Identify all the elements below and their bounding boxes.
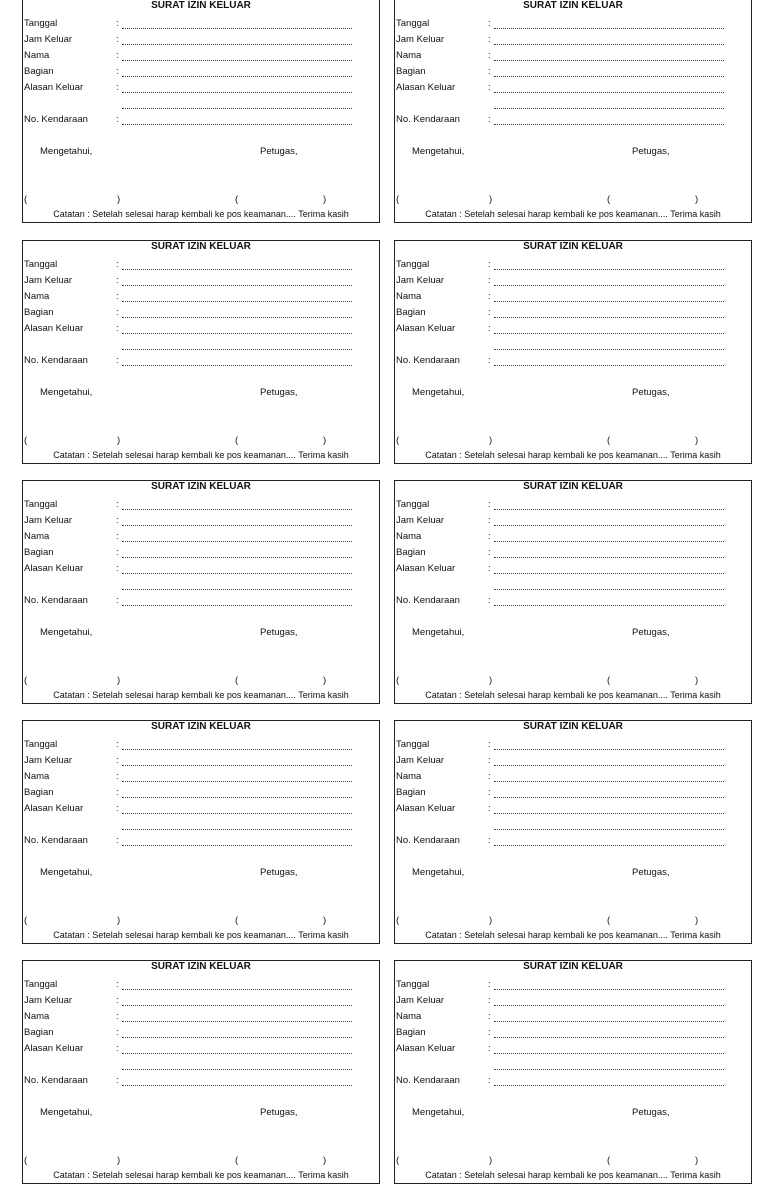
name-colon: :	[116, 771, 119, 782]
slip-note: Catatan : Setelah selesai harap kembali ke pos keamanan.... Terima kasih	[53, 930, 349, 940]
reason-label: Alasan Keluar	[24, 803, 84, 814]
vehicle-label: No. Kendaraan	[24, 595, 88, 606]
vehicle-colon: :	[488, 595, 491, 606]
time-out-field[interactable]	[122, 757, 352, 766]
department-label: Bagian	[396, 1027, 426, 1038]
officer-label: Petugas,	[632, 1107, 670, 1118]
reason-field-continued[interactable]	[122, 581, 352, 590]
reason-colon: :	[488, 803, 491, 814]
time-out-label: Jam Keluar	[24, 995, 73, 1006]
name-label: Nama	[24, 531, 50, 542]
signature-open-paren: (	[396, 194, 400, 205]
officer-signature-close-paren: )	[695, 675, 699, 686]
reason-field[interactable]	[494, 325, 724, 334]
signature-open-paren: (	[24, 435, 28, 446]
signature-close-paren: )	[117, 675, 121, 686]
signature-open-paren: (	[396, 1155, 400, 1166]
name-colon: :	[116, 50, 119, 61]
vehicle-label: No. Kendaraan	[24, 114, 88, 125]
slip-title: SURAT IZIN KELUAR	[151, 0, 251, 11]
department-label: Bagian	[24, 787, 54, 798]
name-label: Nama	[396, 771, 422, 782]
officer-signature-open-paren: (	[235, 675, 239, 686]
time-out-colon: :	[116, 515, 119, 526]
slip-title: SURAT IZIN KELUAR	[151, 481, 251, 492]
officer-label: Petugas,	[260, 867, 298, 878]
time-out-colon: :	[116, 995, 119, 1006]
reason-label: Alasan Keluar	[396, 803, 456, 814]
slip-title: SURAT IZIN KELUAR	[523, 721, 623, 732]
name-label: Nama	[396, 50, 422, 61]
officer-signature-close-paren: )	[695, 915, 699, 926]
name-field[interactable]	[494, 533, 724, 542]
vehicle-field[interactable]	[494, 1077, 724, 1086]
department-field[interactable]	[494, 68, 724, 77]
officer-signature-open-paren: (	[235, 1155, 239, 1166]
name-colon: :	[116, 531, 119, 542]
signature-close-paren: )	[117, 435, 121, 446]
vehicle-label: No. Kendaraan	[396, 595, 460, 606]
slip-title: SURAT IZIN KELUAR	[523, 0, 623, 11]
officer-signature-open-paren: (	[607, 435, 611, 446]
department-field[interactable]	[122, 549, 352, 558]
reason-field-continued[interactable]	[494, 1061, 724, 1070]
vehicle-field[interactable]	[494, 837, 724, 846]
department-field[interactable]	[122, 789, 352, 798]
signature-close-paren: )	[489, 675, 493, 686]
reason-field[interactable]	[122, 805, 352, 814]
reason-field[interactable]	[122, 325, 352, 334]
vehicle-field[interactable]	[122, 837, 352, 846]
vehicle-colon: :	[116, 595, 119, 606]
name-colon: :	[488, 771, 491, 782]
reason-field[interactable]	[494, 1045, 724, 1054]
vehicle-colon: :	[488, 355, 491, 366]
reason-field-continued[interactable]	[494, 581, 724, 590]
officer-signature-close-paren: )	[323, 194, 327, 205]
officer-signature-close-paren: )	[323, 675, 327, 686]
officer-signature-open-paren: (	[607, 1155, 611, 1166]
name-colon: :	[488, 531, 491, 542]
acknowledged-label: Mengetahui,	[412, 146, 465, 157]
time-out-field[interactable]	[122, 997, 352, 1006]
date-colon: :	[116, 18, 119, 29]
acknowledged-label: Mengetahui,	[412, 1107, 465, 1118]
name-field[interactable]	[494, 773, 724, 782]
time-out-colon: :	[116, 275, 119, 286]
officer-label: Petugas,	[632, 627, 670, 638]
vehicle-label: No. Kendaraan	[24, 835, 88, 846]
department-label: Bagian	[396, 307, 426, 318]
department-colon: :	[488, 1027, 491, 1038]
department-label: Bagian	[396, 547, 426, 558]
name-field[interactable]	[122, 293, 352, 302]
department-label: Bagian	[396, 66, 426, 77]
department-field[interactable]	[494, 1029, 724, 1038]
department-field[interactable]	[494, 549, 724, 558]
department-label: Bagian	[24, 547, 54, 558]
slip-note: Catatan : Setelah selesai harap kembali ke pos keamanan.... Terima kasih	[53, 690, 349, 700]
reason-field-continued[interactable]	[494, 341, 724, 350]
name-field[interactable]	[122, 52, 352, 61]
reason-label: Alasan Keluar	[24, 1043, 84, 1054]
time-out-label: Jam Keluar	[396, 755, 445, 766]
slip-note: Catatan : Setelah selesai harap kembali ke pos keamanan.... Terima kasih	[425, 450, 721, 460]
reason-colon: :	[488, 323, 491, 334]
reason-colon: :	[116, 1043, 119, 1054]
officer-signature-close-paren: )	[323, 915, 327, 926]
department-colon: :	[488, 787, 491, 798]
time-out-label: Jam Keluar	[396, 995, 445, 1006]
slip-note: Catatan : Setelah selesai harap kembali ke pos keamanan.... Terima kasih	[53, 209, 349, 219]
vehicle-colon: :	[488, 1075, 491, 1086]
officer-label: Petugas,	[632, 867, 670, 878]
time-out-colon: :	[488, 515, 491, 526]
slip-note: Catatan : Setelah selesai harap kembali ke pos keamanan.... Terima kasih	[53, 450, 349, 460]
name-field[interactable]	[122, 773, 352, 782]
time-out-colon: :	[488, 755, 491, 766]
department-label: Bagian	[24, 1027, 54, 1038]
reason-label: Alasan Keluar	[396, 82, 456, 93]
exit-permit-slip	[394, 960, 752, 1184]
vehicle-colon: :	[488, 835, 491, 846]
slip-title: SURAT IZIN KELUAR	[523, 241, 623, 252]
signature-open-paren: (	[24, 194, 28, 205]
exit-permit-slip	[22, 960, 380, 1184]
time-out-field[interactable]	[494, 997, 724, 1006]
reason-field-continued[interactable]	[494, 100, 724, 109]
officer-signature-open-paren: (	[607, 675, 611, 686]
vehicle-field[interactable]	[122, 597, 352, 606]
officer-signature-open-paren: (	[235, 435, 239, 446]
reason-field[interactable]	[494, 84, 724, 93]
reason-field-continued[interactable]	[122, 100, 352, 109]
department-field[interactable]	[494, 309, 724, 318]
time-out-label: Jam Keluar	[396, 515, 445, 526]
signature-open-paren: (	[396, 915, 400, 926]
officer-signature-close-paren: )	[695, 194, 699, 205]
time-out-label: Jam Keluar	[24, 34, 73, 45]
officer-label: Petugas,	[260, 146, 298, 157]
department-label: Bagian	[24, 66, 54, 77]
reason-label: Alasan Keluar	[24, 82, 84, 93]
date-label: Tanggal	[24, 739, 58, 750]
vehicle-label: No. Kendaraan	[396, 1075, 460, 1086]
date-field[interactable]	[494, 981, 724, 990]
date-colon: :	[116, 499, 119, 510]
time-out-field[interactable]	[122, 517, 352, 526]
name-label: Nama	[396, 531, 422, 542]
reason-label: Alasan Keluar	[396, 323, 456, 334]
date-label: Tanggal	[396, 499, 430, 510]
date-label: Tanggal	[396, 259, 430, 270]
name-colon: :	[488, 50, 491, 61]
vehicle-field[interactable]	[122, 116, 352, 125]
slip-title: SURAT IZIN KELUAR	[523, 961, 623, 972]
reason-colon: :	[488, 1043, 491, 1054]
slip-note: Catatan : Setelah selesai harap kembali ke pos keamanan.... Terima kasih	[425, 930, 721, 940]
department-colon: :	[116, 1027, 119, 1038]
officer-label: Petugas,	[260, 1107, 298, 1118]
time-out-field[interactable]	[494, 757, 724, 766]
name-field[interactable]	[122, 1013, 352, 1022]
officer-signature-open-paren: (	[235, 194, 239, 205]
department-field[interactable]	[122, 1029, 352, 1038]
exit-permit-slip	[394, 720, 752, 944]
date-label: Tanggal	[396, 979, 430, 990]
date-colon: :	[488, 979, 491, 990]
date-field[interactable]	[122, 20, 352, 29]
name-label: Nama	[396, 1011, 422, 1022]
reason-label: Alasan Keluar	[396, 1043, 456, 1054]
date-label: Tanggal	[24, 979, 58, 990]
date-label: Tanggal	[24, 499, 58, 510]
time-out-label: Jam Keluar	[24, 515, 73, 526]
reason-field[interactable]	[122, 1045, 352, 1054]
name-label: Nama	[24, 1011, 50, 1022]
time-out-colon: :	[488, 34, 491, 45]
date-colon: :	[488, 259, 491, 270]
acknowledged-label: Mengetahui,	[412, 387, 465, 398]
acknowledged-label: Mengetahui,	[40, 146, 93, 157]
date-colon: :	[116, 259, 119, 270]
department-label: Bagian	[396, 787, 426, 798]
vehicle-label: No. Kendaraan	[396, 114, 460, 125]
reason-colon: :	[116, 323, 119, 334]
reason-label: Alasan Keluar	[396, 563, 456, 574]
date-label: Tanggal	[24, 259, 58, 270]
department-field[interactable]	[122, 68, 352, 77]
acknowledged-label: Mengetahui,	[412, 627, 465, 638]
time-out-field[interactable]	[494, 36, 724, 45]
time-out-label: Jam Keluar	[24, 755, 73, 766]
department-colon: :	[116, 66, 119, 77]
officer-signature-open-paren: (	[235, 915, 239, 926]
name-label: Nama	[24, 291, 50, 302]
date-field[interactable]	[494, 261, 724, 270]
signature-close-paren: )	[117, 915, 121, 926]
department-colon: :	[488, 66, 491, 77]
officer-signature-close-paren: )	[695, 1155, 699, 1166]
department-colon: :	[116, 787, 119, 798]
vehicle-colon: :	[116, 1075, 119, 1086]
acknowledged-label: Mengetahui,	[40, 627, 93, 638]
department-colon: :	[116, 547, 119, 558]
officer-signature-open-paren: (	[607, 194, 611, 205]
time-out-colon: :	[116, 34, 119, 45]
slip-title: SURAT IZIN KELUAR	[151, 961, 251, 972]
officer-signature-close-paren: )	[323, 435, 327, 446]
date-field[interactable]	[494, 501, 724, 510]
date-label: Tanggal	[396, 739, 430, 750]
signature-open-paren: (	[24, 1155, 28, 1166]
name-field[interactable]	[122, 533, 352, 542]
vehicle-field[interactable]	[494, 357, 724, 366]
reason-label: Alasan Keluar	[24, 323, 84, 334]
reason-colon: :	[488, 563, 491, 574]
name-colon: :	[116, 291, 119, 302]
signature-open-paren: (	[24, 675, 28, 686]
department-colon: :	[116, 307, 119, 318]
time-out-colon: :	[488, 275, 491, 286]
exit-permit-slip	[394, 240, 752, 464]
vehicle-colon: :	[488, 114, 491, 125]
officer-label: Petugas,	[260, 627, 298, 638]
department-label: Bagian	[24, 307, 54, 318]
reason-label: Alasan Keluar	[24, 563, 84, 574]
vehicle-colon: :	[116, 355, 119, 366]
exit-permit-slip	[394, 0, 752, 223]
vehicle-label: No. Kendaraan	[396, 355, 460, 366]
signature-close-paren: )	[489, 915, 493, 926]
signature-close-paren: )	[489, 1155, 493, 1166]
exit-permit-slip	[22, 480, 380, 704]
name-colon: :	[116, 1011, 119, 1022]
vehicle-colon: :	[116, 835, 119, 846]
vehicle-field[interactable]	[494, 597, 724, 606]
department-field[interactable]	[122, 309, 352, 318]
exit-permit-slip	[22, 720, 380, 944]
reason-field-continued[interactable]	[122, 341, 352, 350]
vehicle-label: No. Kendaraan	[396, 835, 460, 846]
date-label: Tanggal	[396, 18, 430, 29]
name-label: Nama	[24, 771, 50, 782]
date-colon: :	[116, 979, 119, 990]
acknowledged-label: Mengetahui,	[412, 867, 465, 878]
name-field[interactable]	[494, 1013, 724, 1022]
date-field[interactable]	[122, 501, 352, 510]
date-field[interactable]	[122, 981, 352, 990]
signature-close-paren: )	[489, 435, 493, 446]
acknowledged-label: Mengetahui,	[40, 387, 93, 398]
date-colon: :	[488, 499, 491, 510]
date-field[interactable]	[122, 261, 352, 270]
signature-open-paren: (	[396, 675, 400, 686]
exit-permit-slip	[22, 0, 380, 223]
date-colon: :	[116, 739, 119, 750]
signature-close-paren: )	[117, 1155, 121, 1166]
reason-field-continued[interactable]	[494, 821, 724, 830]
reason-field[interactable]	[494, 805, 724, 814]
reason-field[interactable]	[122, 84, 352, 93]
department-colon: :	[488, 547, 491, 558]
date-label: Tanggal	[24, 18, 58, 29]
time-out-field[interactable]	[122, 277, 352, 286]
exit-permit-slip	[22, 240, 380, 464]
acknowledged-label: Mengetahui,	[40, 867, 93, 878]
vehicle-field[interactable]	[122, 1077, 352, 1086]
acknowledged-label: Mengetahui,	[40, 1107, 93, 1118]
department-colon: :	[488, 307, 491, 318]
vehicle-field[interactable]	[122, 357, 352, 366]
slip-note: Catatan : Setelah selesai harap kembali ke pos keamanan.... Terima kasih	[53, 1170, 349, 1180]
date-field[interactable]	[494, 20, 724, 29]
time-out-colon: :	[116, 755, 119, 766]
reason-colon: :	[116, 563, 119, 574]
vehicle-colon: :	[116, 114, 119, 125]
slip-title: SURAT IZIN KELUAR	[523, 481, 623, 492]
date-colon: :	[488, 739, 491, 750]
officer-label: Petugas,	[632, 146, 670, 157]
reason-colon: :	[116, 82, 119, 93]
vehicle-label: No. Kendaraan	[24, 1075, 88, 1086]
time-out-field[interactable]	[122, 36, 352, 45]
reason-colon: :	[488, 82, 491, 93]
officer-signature-close-paren: )	[695, 435, 699, 446]
vehicle-field[interactable]	[494, 116, 724, 125]
slip-note: Catatan : Setelah selesai harap kembali ke pos keamanan.... Terima kasih	[425, 690, 721, 700]
slip-title: SURAT IZIN KELUAR	[151, 721, 251, 732]
name-label: Nama	[396, 291, 422, 302]
officer-signature-open-paren: (	[607, 915, 611, 926]
slip-note: Catatan : Setelah selesai harap kembali ke pos keamanan.... Terima kasih	[425, 209, 721, 219]
officer-label: Petugas,	[260, 387, 298, 398]
name-field[interactable]	[494, 293, 724, 302]
date-field[interactable]	[494, 741, 724, 750]
time-out-label: Jam Keluar	[24, 275, 73, 286]
date-field[interactable]	[122, 741, 352, 750]
slip-title: SURAT IZIN KELUAR	[151, 241, 251, 252]
signature-open-paren: (	[24, 915, 28, 926]
signature-open-paren: (	[396, 435, 400, 446]
time-out-colon: :	[488, 995, 491, 1006]
slip-note: Catatan : Setelah selesai harap kembali ke pos keamanan.... Terima kasih	[425, 1170, 721, 1180]
reason-field[interactable]	[494, 565, 724, 574]
reason-field[interactable]	[122, 565, 352, 574]
time-out-label: Jam Keluar	[396, 275, 445, 286]
signature-close-paren: )	[117, 194, 121, 205]
reason-field-continued[interactable]	[122, 821, 352, 830]
reason-field-continued[interactable]	[122, 1061, 352, 1070]
signature-close-paren: )	[489, 194, 493, 205]
time-out-field[interactable]	[494, 517, 724, 526]
date-colon: :	[488, 18, 491, 29]
name-field[interactable]	[494, 52, 724, 61]
time-out-field[interactable]	[494, 277, 724, 286]
officer-label: Petugas,	[632, 387, 670, 398]
name-colon: :	[488, 1011, 491, 1022]
time-out-label: Jam Keluar	[396, 34, 445, 45]
name-label: Nama	[24, 50, 50, 61]
exit-permit-slip	[394, 480, 752, 704]
vehicle-label: No. Kendaraan	[24, 355, 88, 366]
officer-signature-close-paren: )	[323, 1155, 327, 1166]
department-field[interactable]	[494, 789, 724, 798]
reason-colon: :	[116, 803, 119, 814]
name-colon: :	[488, 291, 491, 302]
